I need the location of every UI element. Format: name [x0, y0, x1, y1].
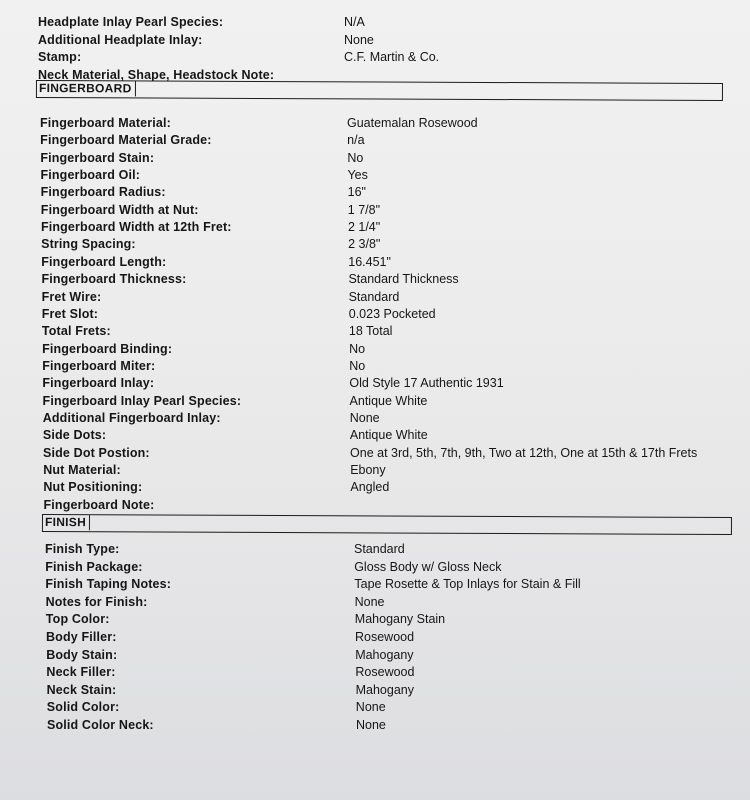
spec-value: None [344, 33, 374, 47]
spec-value: 0.023 Pocketed [348, 306, 436, 321]
spec-value: Mahogany [355, 682, 414, 697]
spec-label: Fingerboard Oil: [40, 168, 141, 183]
spec-label: Fingerboard Thickness: [41, 272, 187, 287]
spec-value: No [349, 358, 366, 373]
spec-label: Fingerboard Binding: [42, 341, 173, 356]
spec-label: Fingerboard Inlay: [42, 376, 155, 391]
spec-label: Body Stain: [46, 647, 118, 662]
spec-label: Neck Filler: [46, 665, 116, 680]
spec-value: 2 1/4" [347, 220, 381, 235]
section-title: FINISH [45, 515, 90, 530]
spec-label: Stamp: [38, 50, 82, 64]
spec-value: 18 Total [348, 324, 393, 339]
spec-value: Gloss Body w/ Gloss Neck [354, 559, 502, 574]
spec-label: Body Filler: [46, 630, 117, 644]
spec-label: Fingerboard Inlay Pearl Species: [42, 393, 242, 408]
spec-value: 1 7/8" [347, 202, 381, 217]
spec-value: Standard [348, 289, 400, 304]
spec-label: Fingerboard Radius: [40, 185, 166, 200]
spec-value: Ebony [350, 463, 386, 477]
spec-label: Fingerboard Miter: [42, 358, 156, 373]
spec-value: None [356, 718, 386, 732]
spec-value: 16" [347, 185, 366, 200]
spec-label: Nut Positioning: [43, 480, 143, 495]
spec-value: Guatemalan Rosewood [347, 116, 478, 130]
spec-value: None [354, 594, 385, 609]
spec-label: Fingerboard Width at Nut: [40, 202, 199, 217]
spec-label: Nut Material: [43, 463, 121, 477]
spec-label: Fingerboard Note: [43, 497, 155, 512]
finish-section-header [42, 514, 732, 535]
spec-label: Fret Wire: [41, 289, 102, 304]
spec-value: n/a [347, 133, 365, 148]
spec-value: None [355, 700, 386, 715]
spec-value: No [347, 150, 364, 165]
spec-label: Additional Fingerboard Inlay: [42, 410, 221, 425]
spec-value: Tape Rosette & Top Inlays for Stain & Fill [354, 577, 581, 592]
spec-value: C.F. Martin & Co. [344, 50, 440, 64]
spec-value: Standard Thickness [348, 272, 459, 287]
spec-label: Additional Headplate Inlay: [38, 33, 203, 47]
spec-value: Antique White [349, 393, 428, 408]
spec-label: String Spacing: [41, 237, 136, 252]
spec-label: Fingerboard Width at 12th Fret: [40, 220, 232, 235]
spec-value: Yes [347, 168, 368, 183]
spec-value: 16.451" [348, 254, 391, 269]
spec-value: Antique White [349, 428, 428, 443]
spec-label: Side Dots: [42, 428, 107, 443]
spec-label: Fingerboard Material: [40, 116, 171, 130]
spec-label: Finish Taping Notes: [45, 577, 172, 592]
spec-label: Headplate Inlay Pearl Species: [38, 15, 224, 29]
spec-label: Neck Stain: [46, 682, 117, 697]
section-title: FINGERBOARD [39, 81, 136, 96]
spec-label: Notes for Finish: [45, 594, 148, 609]
spec-value: None [349, 410, 380, 425]
spec-value: Rosewood [355, 630, 415, 644]
spec-label: Solid Color: [46, 700, 120, 715]
spec-label: Finish Type: [45, 542, 120, 556]
spec-label: Solid Color Neck: [47, 718, 154, 732]
spec-value: 2 3/8" [348, 237, 381, 252]
fingerboard-section-header [36, 80, 723, 101]
spec-value: Mahogany [355, 647, 414, 662]
spec-value: Standard [354, 542, 405, 556]
spec-label: Side Dot Postion: [43, 445, 150, 460]
spec-value: One at 3rd, 5th, 7th, 9th, Two at 12th, One at 15th & 17th Frets [350, 445, 698, 460]
spec-label: Fingerboard Length: [41, 254, 167, 269]
spec-label: Fingerboard Stain: [40, 150, 155, 165]
spec-label: Fret Slot: [41, 306, 99, 321]
spec-label: Neck Material, Shape, Headstock Note: [38, 68, 275, 82]
spec-label: Top Color: [45, 612, 110, 627]
spec-label: Finish Package: [45, 559, 143, 574]
spec-value: Old Style 17 Authentic 1931 [349, 376, 504, 391]
spec-value: Rosewood [355, 665, 415, 680]
spec-label: Total Frets: [41, 324, 111, 339]
spec-value: Mahogany Stain [354, 612, 446, 627]
spec-value: No [349, 341, 366, 356]
spec-value: Angled [350, 480, 390, 495]
spec-value: N/A [344, 15, 365, 29]
spec-label: Fingerboard Material Grade: [40, 133, 212, 148]
